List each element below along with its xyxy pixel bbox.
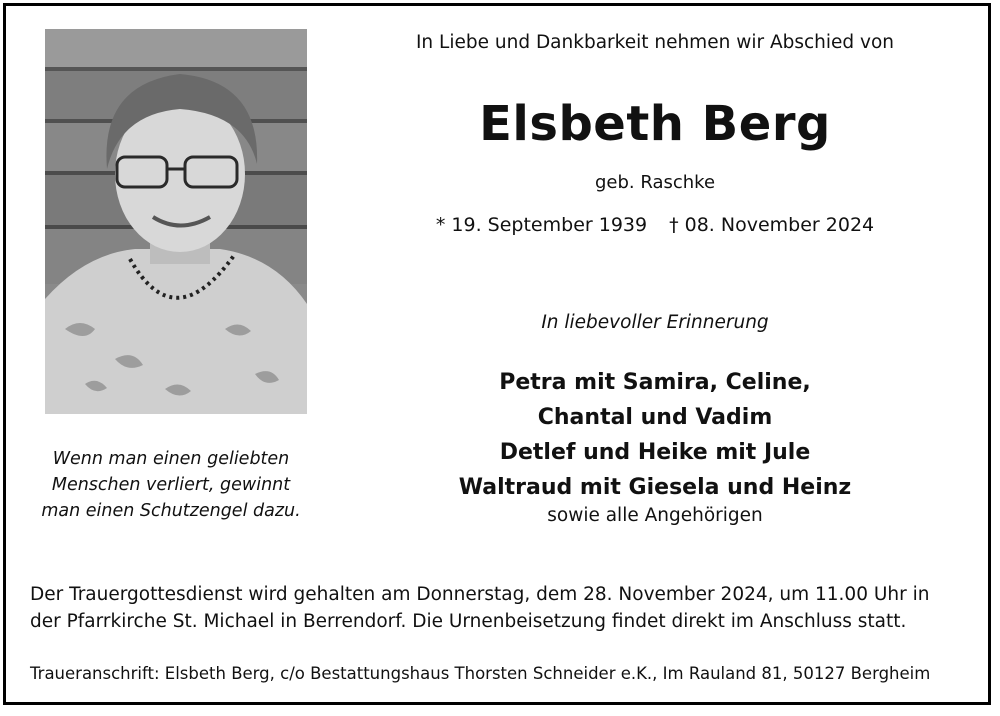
birth-name: geb. Raschke bbox=[594, 172, 716, 193]
deceased-name: Elsbeth Berg bbox=[479, 96, 831, 152]
memory-line: In liebevoller Erinnerung bbox=[541, 312, 769, 333]
family-line: Detlef und Heike mit Jule bbox=[499, 440, 811, 465]
birth-date: * 19. September 1939 bbox=[435, 214, 648, 236]
relatives-line: sowie alle Angehörigen bbox=[547, 505, 763, 526]
memorial-quote: Wenn man einen geliebten Menschen verliert, gewinnt man einen Schutzengel dazu. bbox=[41, 449, 301, 521]
family-line: Petra mit Samira, Celine, bbox=[499, 370, 811, 395]
family-line: Chantal und Vadim bbox=[537, 405, 773, 430]
intro-line: In Liebe und Dankbarkeit nehmen wir Abschied von bbox=[415, 32, 895, 53]
family-list bbox=[345, 365, 965, 505]
death-date: † 08. November 2024 bbox=[669, 214, 875, 236]
family-line: Waltraud mit Giesela und Heinz bbox=[458, 475, 852, 500]
service-details: Der Trauergottesdienst wird gehalten am Donnerstag, dem 28. November 2024, um 11.00 Uhr in der Pfarrkirche St. Michael in Berrendorf. Die Urnenbeisetzung findet direkt im Anschluss statt. bbox=[30, 584, 930, 632]
life-dates bbox=[345, 214, 965, 236]
portrait-photo bbox=[45, 29, 307, 414]
mourning-address: Traueranschrift: Elsbeth Berg, c/o Bestattungshaus Thorsten Schneider e.K., Im Rauland 81, 50127 Bergheim bbox=[30, 664, 931, 683]
